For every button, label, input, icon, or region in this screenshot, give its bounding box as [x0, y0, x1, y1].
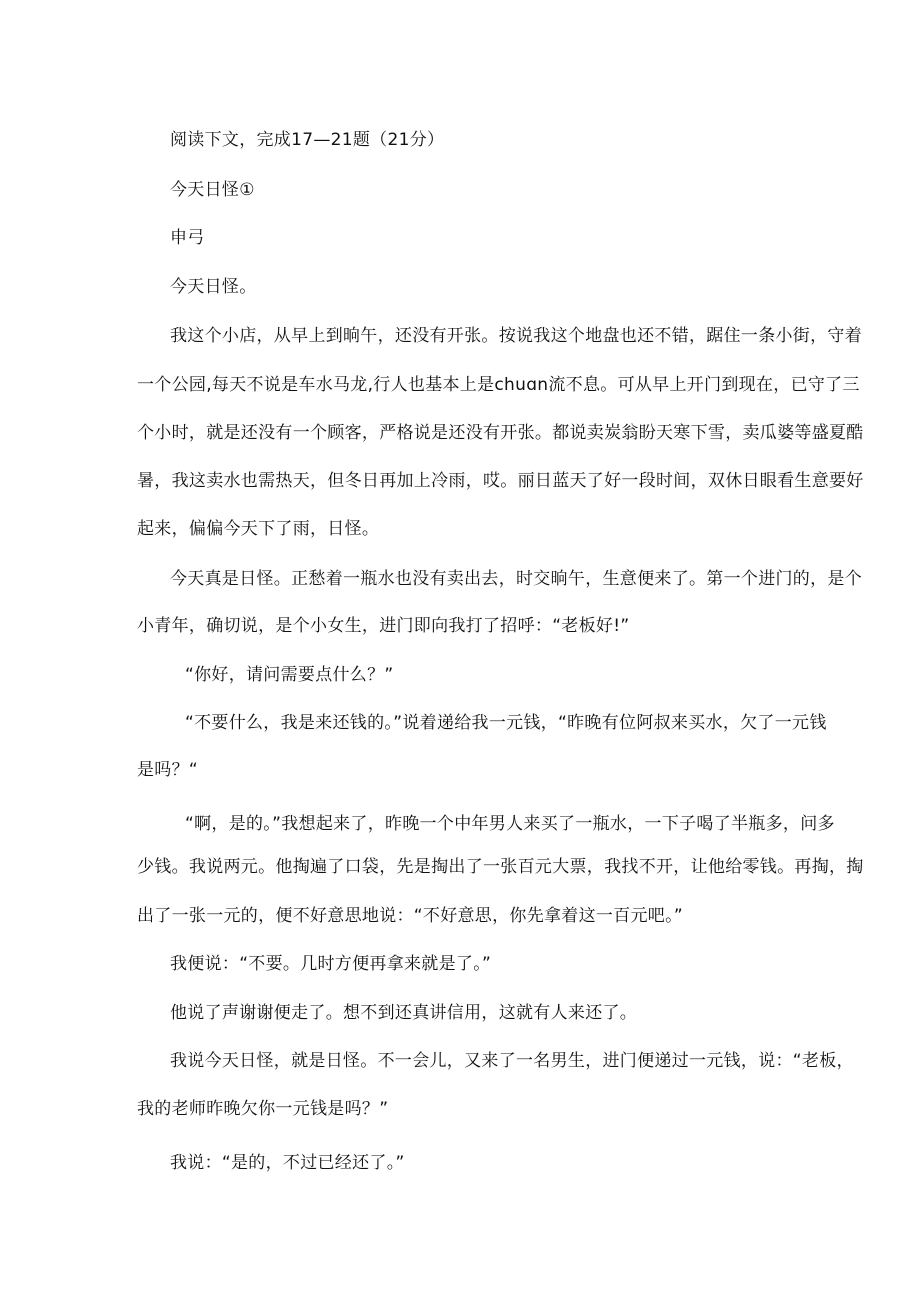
- paragraph-line: 我说今天日怪，就是日怪。不一会儿，又来了一名男生，进门便递过一元钱，说：“老板，: [170, 1051, 854, 1071]
- story-title: 今天日怪①: [170, 180, 255, 200]
- paragraph-line: 我这个小店，从早上到晌午，还没有开张。按说我这个地盘也还不错，踞住一条小街，守着: [170, 326, 862, 346]
- paragraph-line: 是吗？“: [137, 760, 199, 780]
- paragraph-line: 小青年，确切说，是个小女生，进门即向我打了招呼：“老板好!”: [137, 616, 630, 636]
- story-author: 申弓: [170, 228, 205, 248]
- paragraph-line: 他说了声谢谢便走了。想不到还真讲信用，这就有人来还了。: [170, 1003, 638, 1023]
- paragraph-line: “不要什么，我是来还钱的。”说着递给我一元钱，“昨晚有位阿叔来买水，欠了一元钱: [185, 713, 827, 733]
- paragraph-line: “你好，请问需要点什么？”: [185, 665, 394, 685]
- paragraph-line: 少钱。我说两元。他掏遍了口袋，先是掏出了一张百元大票，我找不开，让他给零钱。再掏，掏: [137, 857, 864, 877]
- paragraph-line: 今天真是日怪。正愁着一瓶水也没有卖出去，时交晌午，生意便来了。第一个进门的，是个: [170, 569, 862, 589]
- paragraph-line: “啊，是的。”我想起来了，昨晚一个中年男人来买了一瓶水，一下子喝了半瓶多，问多: [185, 814, 835, 834]
- question-instruction: 阅读下文，完成17—21题（21分）: [170, 130, 445, 150]
- paragraph-line: 起来，偏偏今天下了雨，日怪。: [137, 519, 380, 539]
- paragraph-line: 一个公园,每天不说是车水马龙,行人也基本上是chuɑn流不息。可从早上开门到现在，已守了三: [137, 375, 860, 395]
- paragraph-line: 出了一张一元的，便不好意思地说：“不好意思，你先拿着这一百元吧。”: [137, 906, 684, 926]
- paragraph-line: 今天日怪。: [170, 277, 257, 297]
- paragraph-line: 个小时，就是还没有一个顾客，严格说是还没有开张。都说卖炭翁盼天寒下雪，卖瓜婆等盛夏酷: [137, 423, 864, 443]
- paragraph-line: 我的老师昨晚欠你一元钱是吗？”: [137, 1099, 389, 1119]
- paragraph-line: 暑，我这卖水也需热天，但冬日再加上冷雨，哎。丽日蓝天了好一段时间，双休日眼看生意要好: [137, 471, 864, 491]
- paragraph-line: 我便说：“不要。几时方便再拿来就是了。”: [170, 954, 492, 974]
- paragraph-line: 我说：“是的，不过已经还了。”: [170, 1153, 405, 1173]
